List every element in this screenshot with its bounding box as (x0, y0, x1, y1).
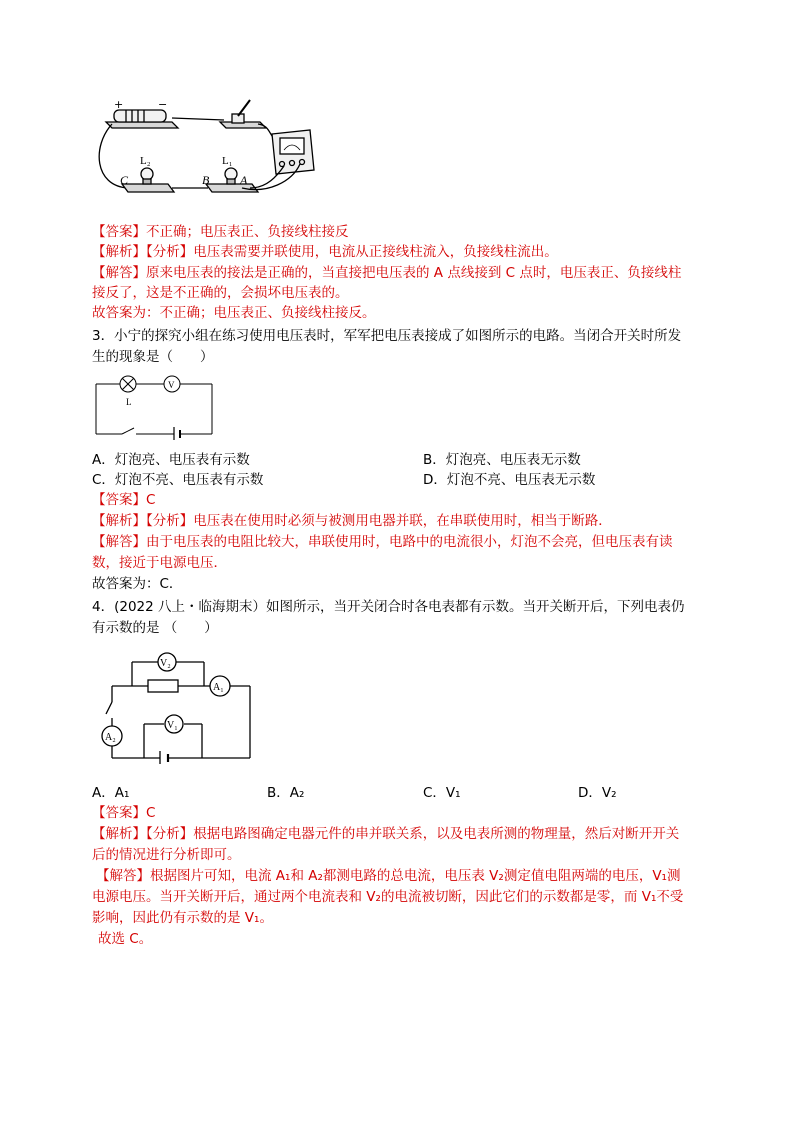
q2-analysis (92, 242, 558, 262)
q4-stem-line-1: 4．(2022 八上・临海期末）如图所示，当开关闭合时各电表都有示数。当开关断开后，下列电表仍 (92, 599, 685, 615)
q2-conclusion: 故答案为：不正确；电压表正、负接线柱接反。 (92, 305, 376, 321)
q4-detail-line-2: 电源电压。当开关断开后，通过两个电流表和 V₂的电流被切断，因此它们的示数都是零，而 V₁不受 (92, 889, 684, 905)
answer-text: C (146, 492, 156, 508)
q2-answer (92, 222, 349, 242)
q3-stem-line-1: 3．小宁的探究小组在练习使用电压表时，军军把电压表接成了如图所示的电路。当闭合开关时所发 (92, 328, 682, 344)
q2-detail-line-1 (92, 263, 681, 283)
analysis-tag: 【解析】【分析】 (92, 513, 194, 529)
q4-answer (92, 803, 155, 823)
q4-circuit-figure (98, 648, 258, 764)
q3-detail-line-1 (92, 532, 673, 552)
analysis-text: 电压表在使用时必须与被测用电器并联，在串联使用时，相当于断路． (193, 513, 612, 529)
q4-option-d: D．V₂ (578, 785, 617, 801)
q4-option-a: A．A₁ (92, 785, 130, 801)
point-c-label: C (120, 173, 129, 187)
q3-stem-line-2: 生的现象是（ ） (92, 349, 214, 365)
q3-option-b: B．灯泡亮、电压表无示数 (423, 452, 581, 468)
q4-analysis-line-1 (92, 824, 679, 844)
lamp-label: L (126, 397, 132, 407)
q3-circuit-figure (92, 370, 216, 440)
q3-option-d: D．灯泡不亮、电压表无示数 (423, 472, 596, 488)
q4-detail-line-1 (96, 866, 680, 886)
detail-tag: 【解答】 (92, 265, 146, 281)
q3-detail-line-2: 数，接近于电源电压． (92, 555, 227, 571)
answer-tag: 【答案】 (92, 492, 146, 508)
q4-detail-line-3: 影响，因此仍有示数的是 V₁。 (92, 910, 273, 926)
q3-answer (92, 490, 155, 510)
detail-tag: 【解答】 (92, 534, 146, 550)
answer-text: 不正确；电压表正、负接线柱接反 (146, 224, 349, 240)
point-b-label: B (202, 173, 210, 187)
detail-tag: 【解答】 (96, 868, 150, 884)
answer-tag: 【答案】 (92, 805, 146, 821)
detail-text: 原来电压表的接法是正确的，当直接把电压表的 A 点线接到 C 点时，电压表正、负接线柱 (146, 265, 682, 281)
v2-label: V₂ (160, 658, 171, 669)
voltmeter-label: V (168, 380, 175, 390)
a2-label: A₂ (105, 732, 116, 743)
battery-plus-label: + (114, 98, 124, 111)
point-a-label: A (240, 173, 248, 187)
battery-minus-label: − (158, 98, 168, 111)
q3-conclusion: 故答案为：C． (92, 576, 183, 592)
answer-text: C (146, 805, 156, 821)
q3-option-a: A．灯泡亮、电压表有示数 (92, 452, 250, 468)
q4-conclusion: 故选 C。 (98, 931, 153, 947)
detail-text: 根据图片可知，电流 A₁和 A₂都测电路的总电流，电压表 V₂测定值电阻两端的电压，V₁测 (150, 868, 681, 884)
analysis-tag: 【解析】【分析】 (92, 826, 194, 842)
analysis-tag: 【解析】【分析】 (92, 244, 194, 260)
q4-analysis-line-2: 后的情况进行分析即可。 (92, 847, 241, 863)
analysis-text: 根据电路图确定电器元件的串并联关系，以及电表所测的物理量，然后对断开开关 (193, 826, 680, 842)
q2-detail-line-2: 接反了，这是不正确的，会损坏电压表的。 (92, 285, 349, 301)
bulb-l2-label: L₂ (140, 155, 151, 167)
q3-analysis (92, 511, 612, 531)
q4-option-c: C．V₁ (423, 785, 461, 801)
a1-label: A₁ (213, 682, 224, 693)
q3-option-c: C．灯泡不亮、电压表有示数 (92, 472, 264, 488)
v1-label: V₁ (167, 720, 178, 731)
q2-circuit-figure (92, 96, 332, 208)
bulb-l1-label: L₁ (222, 155, 233, 167)
q4-option-b: B．A₂ (267, 785, 305, 801)
detail-text: 由于电压表的电阻比较大，串联使用时，电路中的电流很小，灯泡不会亮，但电压表有读 (146, 534, 673, 550)
analysis-text: 电压表需要并联使用，电流从正接线柱流入，负接线柱流出。 (193, 244, 558, 260)
answer-tag: 【答案】 (92, 224, 146, 240)
q4-stem-line-2: 有示数的是 （ ） (92, 620, 218, 636)
